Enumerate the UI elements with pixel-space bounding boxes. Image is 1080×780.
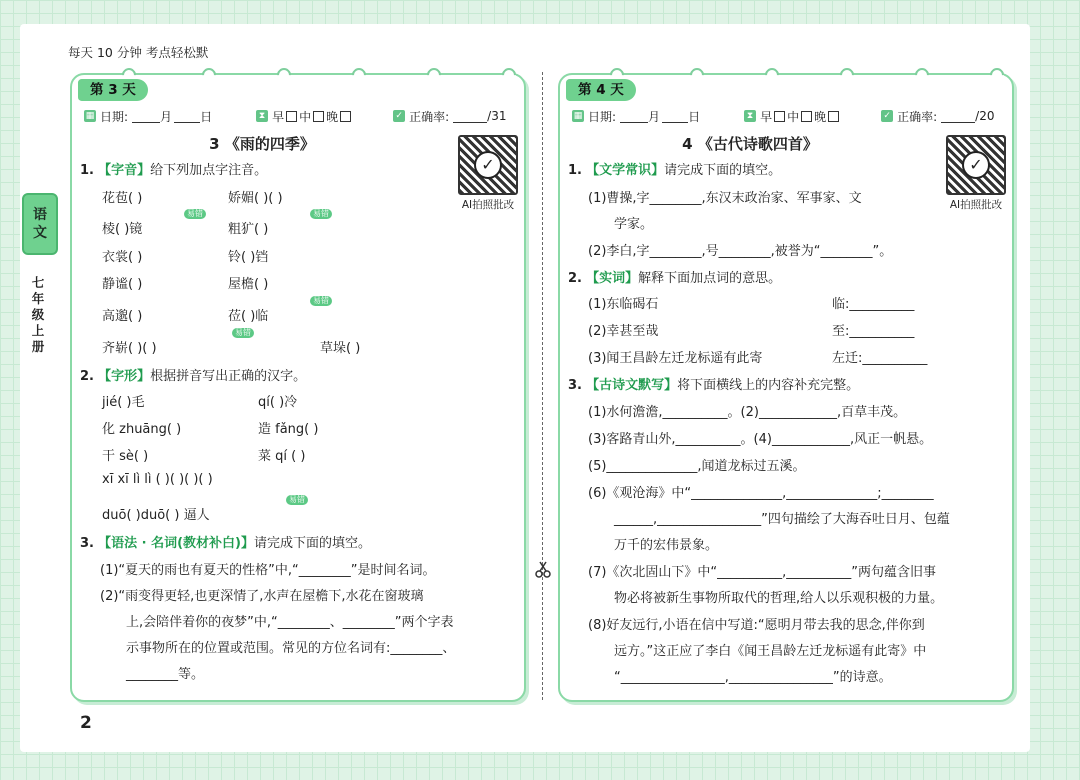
qr-code[interactable] [458, 135, 518, 212]
accuracy-total: /20 [975, 109, 995, 123]
day-badge: 第 3 天 [78, 79, 148, 101]
q1-item: 花苞( ) [102, 191, 143, 206]
evening-label: 晚 [814, 109, 827, 124]
qr-code-icon: ✓ [458, 135, 518, 195]
morning-label: 早 [272, 109, 285, 124]
noon-checkbox[interactable] [313, 111, 324, 122]
month-blank[interactable] [620, 110, 648, 123]
question-3-heading [80, 532, 371, 551]
q3-line: (6)《观沧海》中“______________,______________;________ [588, 486, 934, 501]
q1-item: 静谧( ) [102, 277, 143, 292]
q3-line: 物必将被新生事物所取代的哲理,给人以乐观积极的力量。 [614, 591, 944, 606]
q1-line: (1)曹操,字________,东汉末政治家、军事家、文 [588, 191, 862, 206]
morning-checkbox[interactable] [286, 111, 297, 122]
page-number: 2 [80, 713, 92, 733]
q1-item: 粗犷( ) [228, 222, 269, 237]
question-text: 解释下面加点词的意思。 [638, 271, 782, 286]
q2-item: (3)闻王昌龄左迁龙标遥有此寄 [588, 351, 763, 366]
accuracy-label: 正确率: [897, 109, 938, 124]
q1-item: 屋檐( ) [228, 277, 269, 292]
question-text: 请完成下面的填空。 [664, 163, 782, 178]
q2-item: (2)幸甚至哉 [588, 324, 659, 339]
hourglass-icon: ⧗ [256, 110, 268, 122]
qr-code-icon: ✓ [946, 135, 1006, 195]
accuracy-blank[interactable] [941, 110, 975, 123]
question-number: 2. [568, 271, 582, 286]
question-text: 请完成下面的填空。 [254, 536, 372, 551]
subject-tab [22, 193, 58, 255]
morning-label: 早 [760, 109, 773, 124]
q1-item: 铃( )铛 [228, 250, 269, 265]
subject-char-2: 文 [33, 225, 47, 241]
qr-code[interactable] [946, 135, 1006, 212]
q3-line: (2)“雨变得更轻,也更深情了,水声在屋檐下,水花在窗玻璃 [100, 589, 424, 604]
info-row [572, 107, 1002, 125]
question-number: 1. [80, 163, 94, 178]
question-tag: 【字形】 [98, 369, 151, 384]
question-3-heading [568, 374, 859, 393]
q1-item: 娇媚( )( ) [228, 191, 283, 206]
lesson-title: 3 《雨的四季》 [209, 135, 315, 153]
question-2-heading [80, 365, 306, 384]
easy-wrong-badge: 易错 [310, 209, 332, 219]
q1-line: (2)李白,字________,号________,被誉为“________”。 [588, 244, 893, 259]
q2-item: xī xī lì lì ( )( )( )( ) [102, 472, 213, 487]
scissors-icon [534, 560, 552, 578]
date-label: 日期: [588, 109, 617, 124]
q1-item: 棱( )镜 [102, 222, 143, 237]
day-badge: 第 4 天 [566, 79, 636, 101]
question-tag: 【古诗文默写】 [586, 378, 678, 393]
q1-line: 学家。 [614, 217, 654, 232]
q1-item: 齐崭( )( ) [102, 341, 157, 356]
qr-caption: AI拍照批改 [461, 199, 515, 211]
day-blank[interactable] [662, 110, 688, 123]
easy-wrong-badge: 易错 [184, 209, 206, 219]
accuracy-icon: ✓ [881, 110, 893, 122]
subject-char-1: 语 [33, 207, 47, 223]
q3-line: (1)“夏天的雨也有夏天的性格”中,“________”是时间名词。 [100, 563, 436, 578]
q3-line: “________________,________________”的诗意。 [614, 670, 892, 685]
date-label: 日期: [100, 109, 129, 124]
q2-item: qí( )冷 [258, 395, 298, 410]
question-number: 1. [568, 163, 582, 178]
question-1-heading [80, 159, 267, 178]
question-text: 将下面横线上的内容补充完整。 [677, 378, 860, 393]
q3-line: ______,________________”四句描绘了大海吞吐日月、包蕴 [614, 512, 950, 527]
accuracy-blank[interactable] [453, 110, 487, 123]
day-label: 日 [688, 109, 701, 124]
accuracy-label: 正确率: [409, 109, 450, 124]
evening-label: 晚 [326, 109, 339, 124]
running-header: 每天 10 分钟 考点轻松默 [68, 45, 209, 60]
calendar-icon: ▦ [573, 111, 583, 121]
q3-line: 远方。”这正应了李白《闻王昌龄左迁龙标遥有此寄》中 [614, 644, 927, 659]
q2-item: 左迁:__________ [832, 351, 928, 366]
q2-item: 造 fǎng( ) [258, 422, 319, 437]
q3-line: (1)水何澹澹,__________。(2)____________,百草丰茂。 [588, 405, 907, 420]
noon-checkbox[interactable] [801, 111, 812, 122]
day3-card [70, 73, 526, 702]
info-row [84, 107, 514, 125]
q1-item: 高邈( ) [102, 309, 143, 324]
accuracy-icon: ✓ [393, 110, 405, 122]
q2-item: 临:__________ [832, 297, 915, 312]
q3-line: (5)______________,闻道龙标过五溪。 [588, 459, 806, 474]
q1-item: 衣裳( ) [102, 250, 143, 265]
grade-label: 七年级上册 [31, 275, 45, 354]
day-blank[interactable] [174, 110, 200, 123]
day4-card [558, 73, 1014, 702]
question-text: 根据拼音写出正确的汉字。 [150, 369, 307, 384]
lesson-title: 4 《古代诗歌四首》 [682, 135, 818, 153]
q2-item: 至:__________ [832, 324, 915, 339]
q3-line: (8)好友远行,小语在信中写道:“愿明月带去我的思念,伴你到 [588, 618, 925, 633]
question-number: 2. [80, 369, 94, 384]
q2-item: 化 zhuāng( ) [102, 422, 182, 437]
question-text: 给下列加点字注音。 [150, 163, 268, 178]
q1-item: 莅( )临 [228, 309, 269, 324]
q3-line: 上,会陪伴着你的夜梦”中,“________、________”两个字表 [126, 615, 454, 630]
noon-label: 中 [787, 109, 800, 124]
question-tag: 【实词】 [586, 271, 639, 286]
calendar-icon: ▦ [85, 111, 95, 121]
qr-caption: AI拍照批改 [949, 199, 1003, 211]
accuracy-total: /31 [487, 109, 507, 123]
question-number: 3. [80, 536, 94, 551]
easy-wrong-badge: 易错 [232, 328, 254, 338]
question-tag: 【文学常识】 [586, 163, 665, 178]
question-tag: 【语法 · 名词(教材补白)】 [98, 536, 254, 551]
month-label: 月 [160, 109, 173, 124]
month-blank[interactable] [132, 110, 160, 123]
q2-item: duō( )duō( ) 逼人 [102, 508, 210, 523]
hourglass-icon: ⧗ [744, 110, 756, 122]
q1-item: 草垛( ) [320, 341, 361, 356]
q3-line: (3)客路青山外,__________。(4)____________,风正一帆悬。 [588, 432, 933, 447]
q3-line: 示事物所在的位置或范围。常见的方位名词有:________、 [126, 641, 456, 656]
question-tag: 【字音】 [98, 163, 151, 178]
question-1-heading [568, 159, 781, 178]
q2-item: 菜 qí ( ) [258, 449, 306, 464]
q2-item: jié( )毛 [102, 395, 145, 410]
q3-line: (7)《次北固山下》中“__________,__________”两句蕴含旧事 [588, 565, 937, 580]
cut-line [542, 72, 543, 700]
month-label: 月 [648, 109, 661, 124]
q3-line: 万千的宏伟景象。 [614, 538, 719, 553]
morning-checkbox[interactable] [774, 111, 785, 122]
q3-line: ________等。 [126, 667, 205, 682]
question-2-heading [568, 267, 781, 286]
evening-checkbox[interactable] [828, 111, 839, 122]
easy-wrong-badge: 易错 [310, 296, 332, 306]
question-number: 3. [568, 378, 582, 393]
easy-wrong-badge: 易错 [286, 495, 308, 505]
q2-item: (1)东临碣石 [588, 297, 659, 312]
q2-item: 干 sè( ) [102, 449, 149, 464]
evening-checkbox[interactable] [340, 111, 351, 122]
day-label: 日 [200, 109, 213, 124]
noon-label: 中 [299, 109, 312, 124]
